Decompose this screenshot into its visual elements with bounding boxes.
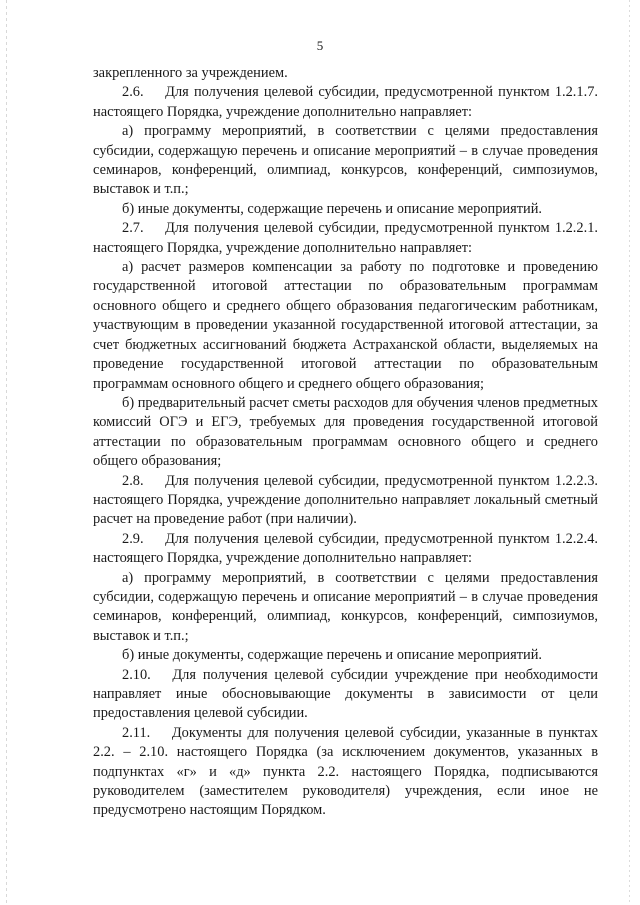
- paragraph-2-10: 2.10. Для получения целевой субсидии учреждение при необходимости направляет иные обосновывающие документы в зависимости от цели предоставления целевой субсидии.: [93, 666, 598, 722]
- paragraph-2-9-b: б) иные документы, содержащие перечень и описание мероприятий.: [122, 647, 543, 664]
- scan-edge-left: [6, 0, 7, 905]
- paragraph-2-7-a: а) расчет размеров компенсации за работу по подготовке и проведению государственной итоговой аттестации по образовательным программам основного общего и среднего общего образования педагогическим работникам, участвующим в проведении указанной государственной итоговой аттестации, за счет бюджетных ассигнований бюджета Астраханской области, выделяемых на проведение государственной итоговой аттестации по образовательным программам основного общего и среднего общего образования;: [93, 259, 598, 392]
- page-number: 5: [316, 38, 324, 53]
- paragraph-2-8: 2.8. Для получения целевой субсидии, предусмотренной пунктом 1.2.2.3. настоящего Порядка, учреждение дополнительно направляет локальный сметный расчет на проведение работ (при наличии).: [93, 472, 598, 528]
- paragraph-2-9-a: а) программу мероприятий, в соответствии с целями предоставления субсидии, содержащую перечень и описание мероприятий – в случае проведения семинаров, конференций, олимпиад, конкурсов, конференций, симпозиумов, выставок и т.п.;: [93, 569, 598, 644]
- paragraph-2-6: 2.6. Для получения целевой субсидии, предусмотренной пунктом 1.2.1.7. настоящего Порядка, учреждение дополнительно направляет:: [93, 84, 598, 120]
- paragraph-continuation: закрепленного за учреждением.: [93, 65, 288, 81]
- paragraph-2-11: 2.11. Документы для получения целевой субсидии, указанные в пунктах 2.2. – 2.10. настоящего Порядка (за исключением документов, указанных в подпунктах «г» и «д» пункта 2.2. настоящего Порядка, подписываются руководителем (заместителем руководителя) учреждения, если иное не предусмотрено настоящим Порядком.: [93, 724, 598, 819]
- paragraph-2-6-b: б) иные документы, содержащие перечень и описание мероприятий.: [122, 200, 543, 217]
- paragraph-2-6-a: а) программу мероприятий, в соответствии с целями предоставления субсидии, содержащую перечень и описание мероприятий – в случае проведения семинаров, конференций, олимпиад, конкурсов, конференций, симпозиумов, выставок и т.п.;: [93, 123, 598, 198]
- document-body: [93, 64, 598, 821]
- paragraph-2-9: 2.9. Для получения целевой субсидии, предусмотренной пунктом 1.2.2.4. настоящего Порядка, учреждение дополнительно направляет:: [93, 530, 598, 567]
- scan-edge-right: [629, 0, 630, 905]
- paragraph-2-7: 2.7. Для получения целевой субсидии, предусмотренной пунктом 1.2.2.1. настоящего Порядка, учреждение дополнительно направляет:: [93, 220, 598, 256]
- paragraph-2-7-b: б) предварительный расчет сметы расходов для обучения членов предметных комиссий ОГЭ и ЕГЭ, требуемых для проведения государственной итоговой аттестации по образовательным программам основного общего и среднего общего образования;: [93, 394, 598, 470]
